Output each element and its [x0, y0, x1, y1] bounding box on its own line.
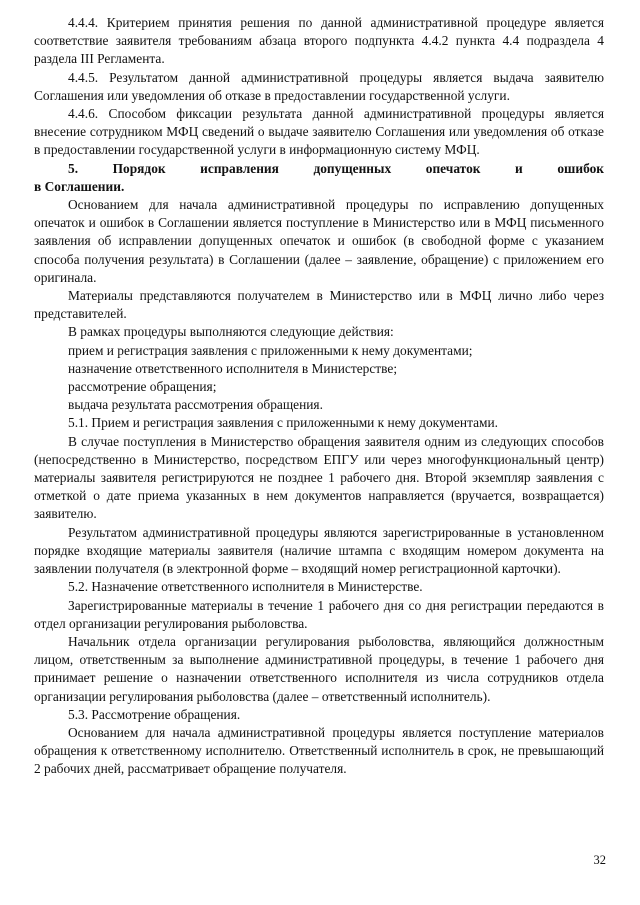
paragraph-materials: Материалы представляются получателем в Министерство или в МФЦ лично либо через представителей. [34, 288, 604, 322]
subsection-5-2-heading: 5.2. Назначение ответственного исполнителя в Министерстве. [68, 579, 423, 595]
document-body [34, 14, 604, 779]
paragraph-5-3-body: Основанием для начала административной процедуры является поступление материалов обращения к ответственному исполнителю. Ответственный исполнитель в срок, не превышающий 2 рабочих дней, рассматривает обращение получателя. [34, 724, 604, 777]
page-number: 32 [593, 853, 606, 867]
paragraph-5-1-body: В случае поступления в Министерство обращения заявителя одним из следующих способов (непосредственно в Министерство, посредством ЕПГУ или через многофункциональный центр) материалы заявителя регистрируются не позднее 1 рабочего дня. Второй экземпляр заявления с отметкой о дате приема указанных в нем документов направляется (вручается, возвращается) заявителю. [34, 433, 604, 522]
subsection-5-3-heading: 5.3. Рассмотрение обращения. [68, 706, 241, 722]
section-5-heading-continuation: в Соглашении. [34, 178, 125, 194]
paragraph-4-4-6: 4.4.6. Способом фиксации результата данной административной процедуры является внесение сотрудником МФЦ сведений о выдаче заявителю Соглашения или уведомления об отказе в предоставлении государственной услуги в информационную систему МФЦ. [34, 106, 604, 158]
paragraph-basis: Основанием для начала административной процедуры по исправлению допущенных опечаток и ошибок в Соглашении является поступление в Министерство или в МФЦ письменного заявления об исправлении допущенных опечаток и ошибок (в свободной форме с указанием способа получения результата) в Соглашении (далее – заявление, обращение) с приложением его оригинала. [34, 197, 604, 285]
paragraph-5-2-head: Начальник отдела организации регулирования рыболовства, являющийся должностным лицом, ответственным за выполнение административной процедуры, в течение 1 рабочего дня принимает решение о назначении ответственного исполнителя из числа сотрудников отдела организации регулирования рыболовства (далее – ответственный исполнитель). [34, 633, 604, 704]
subsection-5-1-heading: 5.1. Прием и регистрация заявления с приложенными к нему документами. [68, 415, 499, 431]
list-item-reception: прием и регистрация заявления с приложенными к нему документами; [68, 342, 473, 358]
paragraph-actions-intro: В рамках процедуры выполняются следующие действия: [68, 324, 394, 340]
list-item-result: выдача результата рассмотрения обращения. [68, 397, 323, 413]
paragraph-4-4-5: 4.4.5. Результатом данной административной процедуры является выдача заявителю Соглашения или уведомления об отказе в предоставлении государственной услуги. [34, 69, 604, 103]
paragraph-5-2-body: Зарегистрированные материалы в течение 1 рабочего дня со дня регистрации передаются в отдел организации регулирования рыболовства. [34, 597, 604, 631]
paragraph-4-4-4: 4.4.4. Критерием принятия решения по данной административной процедуре является соответствие заявителя требованиям абзаца второго подпункта 4.4.2 пункта 4.4 подраздела 4 раздела III Регламента. [34, 15, 604, 67]
section-5-heading: 5. Порядок исправления допущенных опечаток и ошибок [68, 160, 604, 176]
paragraph-5-1-result: Результатом административной процедуры являются зарегистрированные в установленном порядке входящие материалы заявителя (наличие штампа с входящим номером документа на заявлении получателя (в электронной форме – входящий номер регистрационной карточки). [34, 524, 604, 577]
list-item-assignment: назначение ответственного исполнителя в Министерстве; [68, 360, 398, 376]
list-item-review: рассмотрение обращения; [68, 379, 217, 395]
